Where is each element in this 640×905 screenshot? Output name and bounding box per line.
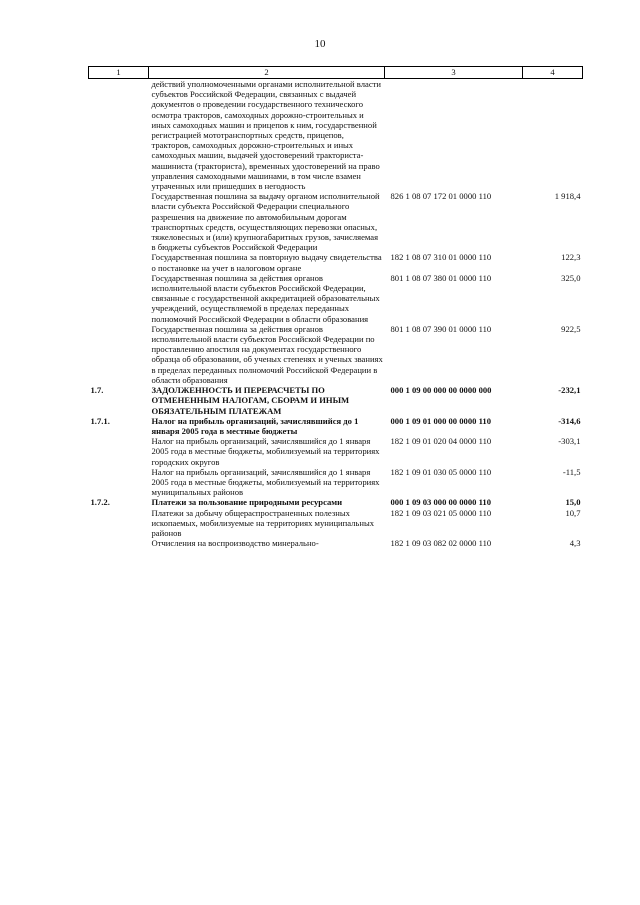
row-name: Государственная пошлина за действия органов исполнительной власти субъектов Российской Федерации по проставлению апостиля на документах государственного образца об образовании, об ученых степенях и ученых званиях в пределах переданных полномочий Российской Федерации в области образования — [151, 323, 383, 385]
row-name: Платежи за пользование природными ресурсами — [151, 497, 343, 508]
table-row — [89, 436, 583, 467]
table-row — [89, 538, 583, 548]
row-code: 182 1 09 01 020 04 0000 110 — [390, 436, 492, 447]
row-amount: 922,5 — [561, 323, 581, 334]
table-row — [89, 508, 583, 539]
column-header-2: 2 — [149, 67, 385, 79]
row-code: 182 1 09 01 030 05 0000 110 — [390, 466, 492, 477]
table-row — [89, 273, 583, 324]
row-amount: -303,1 — [558, 436, 581, 447]
row-name: Налог на прибыль организаций, зачислявшийся до 1 января 2005 года в местные бюджеты — [151, 415, 359, 436]
row-name: Налог на прибыль организаций, зачислявшийся до 1 января 2005 года в местные бюджеты, мобилизуемый на территориях муниципальных районов — [151, 466, 380, 498]
row-name: Государственная пошлина за выдачу органом исполнительной власти субъекта Российской Федерации специального разрешения на движение по автомобильным дорогам транспортных средств, осуществляющих перевозки опасных, тяжеловесных и (или) крупногабаритных грузов, зачисляемая в бюджеты субъектов Российской Федерации — [151, 191, 380, 253]
row-number — [89, 324, 149, 385]
row-amount: -232,1 — [558, 385, 581, 396]
row-number — [89, 79, 149, 192]
row-name: ЗАДОЛЖЕННОСТЬ И ПЕРЕРАСЧЕТЫ ПО ОТМЕНЕННЫМ НАЛОГАМ, СБОРАМ И ИНЫМ ОБЯЗАТЕЛЬНЫМ ПЛАТЕЖАМ — [151, 385, 350, 416]
row-code: 801 1 08 07 390 01 0000 110 — [390, 323, 492, 334]
table-row — [89, 416, 583, 436]
table-row — [89, 191, 583, 252]
table-row — [89, 497, 583, 507]
table-row — [89, 324, 583, 385]
row-code: 826 1 08 07 172 01 0000 110 — [390, 191, 492, 202]
column-header-4: 4 — [523, 67, 583, 79]
row-amount: 15,0 — [565, 497, 581, 508]
row-code: 182 1 09 03 021 05 0000 110 — [390, 507, 492, 518]
table-row — [89, 467, 583, 498]
row-name: действий уполномоченными органами исполнительной власти субъектов Российской Федерации, связанных с выдачей документов о проведении государственного технического осмотра тракторов, самоходных дорожно-строительных и иных самоходных машин и прицепов к ним, государственной регистрацией мототранспортных средств, прицепов, тракторов, самоходных дорожно-строительных и иных самоходных машин, выдачей удостоверений тракториста-машиниста (тракториста), временных удостоверений на право управления самоходными машинами, в том числе взамен утраченных или пришедших в негодность — [151, 79, 382, 192]
row-code: 182 1 08 07 310 01 0000 110 — [390, 252, 492, 263]
page-number: 10 — [314, 38, 326, 50]
row-code: 801 1 08 07 380 01 0000 110 — [390, 272, 492, 283]
row-number — [89, 252, 149, 272]
row-amount: 122,3 — [561, 252, 581, 263]
row-name: Государственная пошлина за действия органов исполнительной власти субъектов Российской Федерации, связанные с государственной аккредитацией образовательных учреждений, осуществляемой в пределах переданных полномочий Российской Федерации в области образования — [151, 272, 380, 324]
row-number — [89, 508, 149, 539]
row-name: Отчисления на воспроизводство минерально- — [151, 538, 319, 549]
table-body — [89, 79, 583, 549]
budget-table — [88, 66, 583, 548]
table-row — [89, 252, 583, 272]
row-amount: -314,6 — [558, 415, 581, 426]
row-amount: 4,3 — [569, 538, 581, 549]
row-amount: 1 918,4 — [554, 191, 581, 202]
row-code: 000 1 09 03 000 00 0000 110 — [390, 497, 492, 508]
row-amount: -11,5 — [562, 466, 581, 477]
row-number: 1.7.1. — [90, 415, 110, 426]
table-header-row — [89, 67, 583, 79]
row-amount — [523, 79, 583, 192]
row-number — [89, 273, 149, 324]
row-number — [89, 538, 149, 548]
table-row — [89, 79, 583, 192]
row-amount: 325,0 — [561, 272, 581, 283]
row-code — [385, 79, 523, 192]
row-number: 1.7. — [90, 385, 104, 396]
row-number — [89, 436, 149, 467]
row-amount: 10,7 — [565, 507, 581, 518]
row-name: Платежи за добычу общераспространенных полезных ископаемых, мобилизуемые на территориях муниципальных районов — [151, 507, 375, 538]
row-name: Налог на прибыль организаций, зачислявшийся до 1 января 2005 года в местные бюджеты, мобилизуемый на территориях городских округов — [151, 436, 380, 467]
row-number: 1.7.2. — [90, 497, 110, 508]
column-header-3: 3 — [385, 67, 523, 79]
column-header-1: 1 — [89, 67, 149, 79]
row-name: Государственная пошлина за повторную выдачу свидетельства о постановке на учет в налоговом органе — [151, 252, 382, 273]
row-code: 000 1 09 01 000 00 0000 110 — [390, 415, 492, 426]
row-code: 000 1 09 00 000 00 0000 000 — [390, 385, 492, 396]
table-row — [89, 385, 583, 416]
row-code: 182 1 09 03 082 02 0000 110 — [390, 538, 492, 549]
row-number — [89, 191, 149, 252]
row-number — [89, 467, 149, 498]
